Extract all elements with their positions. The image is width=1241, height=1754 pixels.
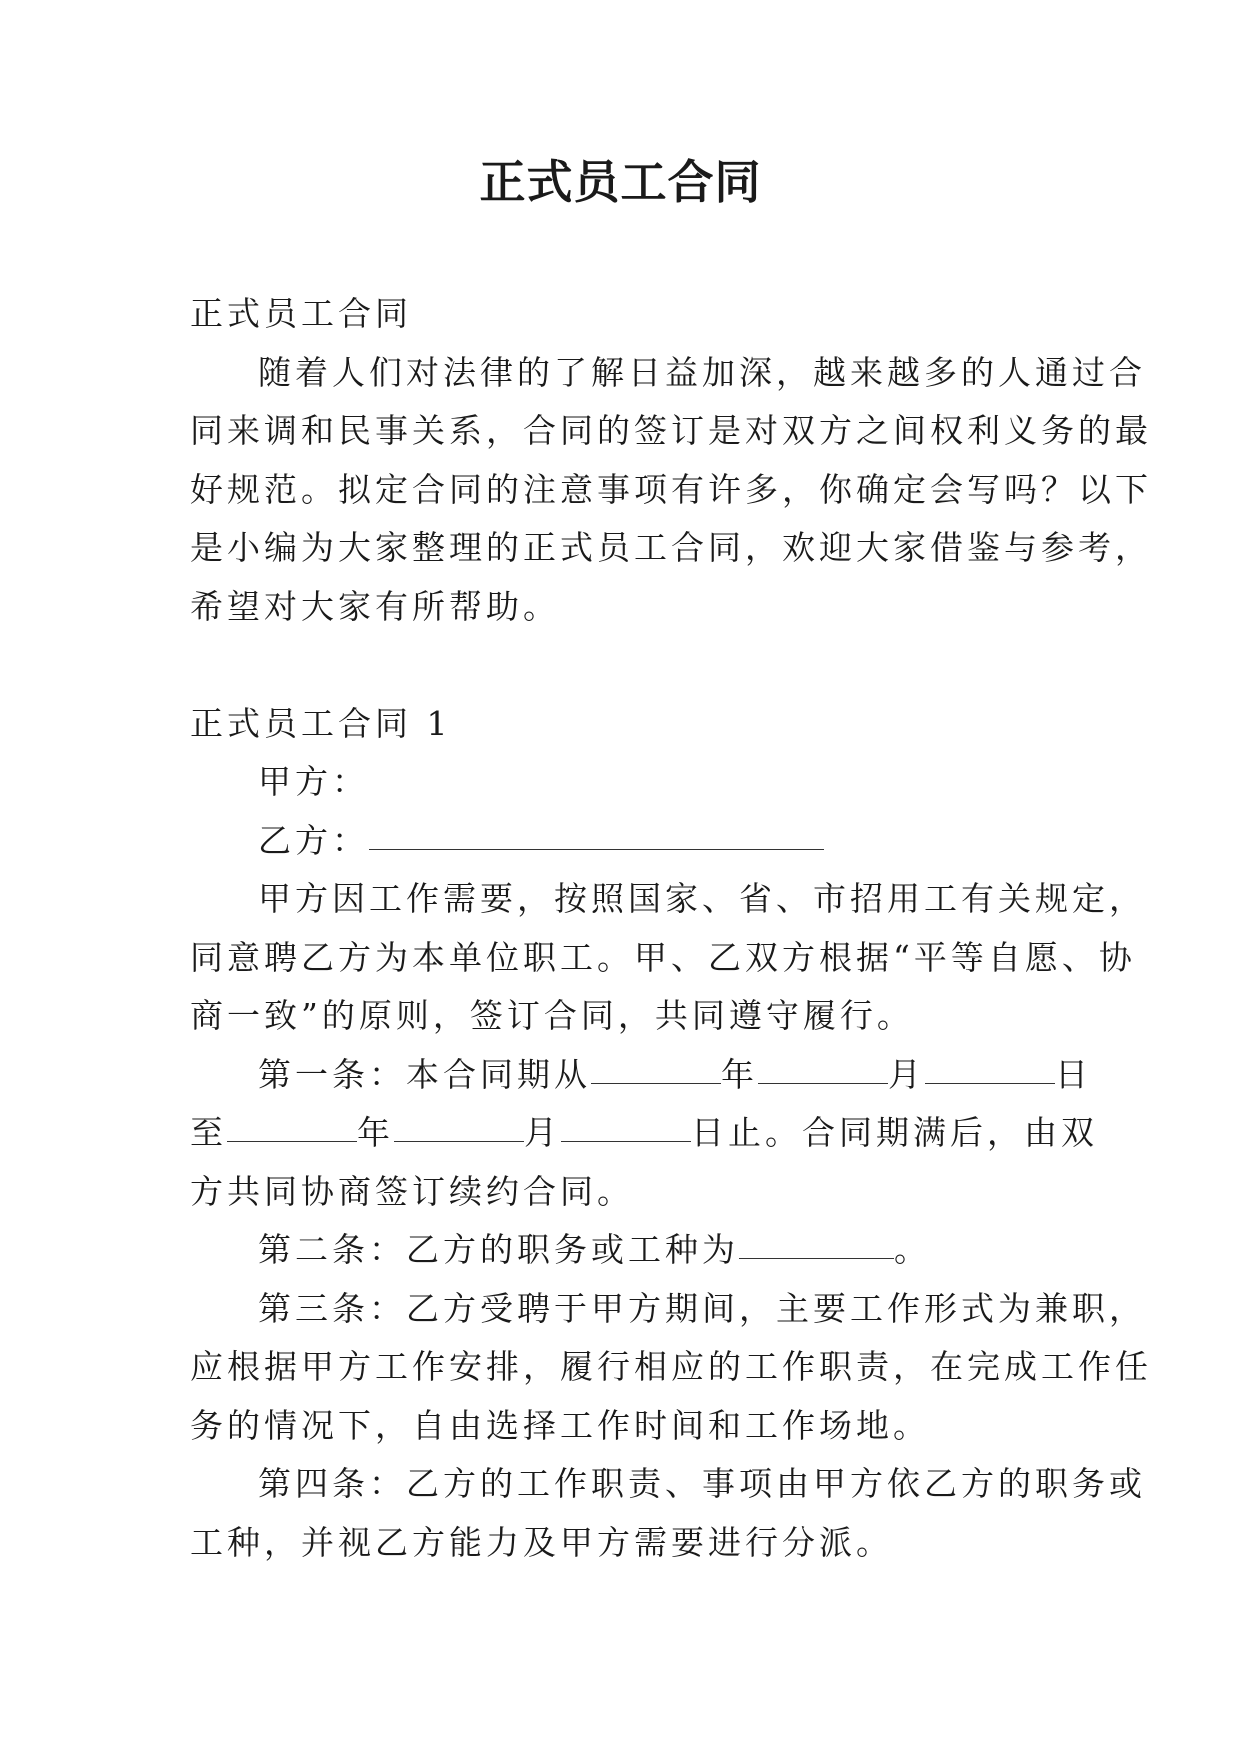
article1-line (190, 1046, 1092, 1105)
intro-line: 随着人们对法律的了解日益加深，越来越多的人通过合 (258, 352, 1146, 392)
document-title: 正式员工合同 (479, 155, 762, 209)
party-a-line (190, 753, 1070, 812)
article1-end: 日止。合同期满后，由双 (691, 1113, 1098, 1152)
position-blank (739, 1222, 894, 1259)
intro-line: 好规范。拟定合同的注意事项有许多，你确定会写吗？以下 (190, 469, 1152, 509)
end-month-blank (394, 1105, 524, 1142)
party-b-blank (369, 813, 824, 850)
article1-prefix: 第一条：本合同期从 (258, 1054, 591, 1094)
intro-line: 是小编为大家整理的正式员工合同，欢迎大家借鉴与参考， (190, 528, 1152, 567)
year-label: 年 (721, 1054, 758, 1094)
end-day-blank (561, 1105, 691, 1142)
article1-line (190, 1104, 1098, 1163)
end-year-blank (227, 1105, 357, 1142)
section-title: 正式员工合同 1 (190, 703, 452, 743)
party-b-label: 乙方： (258, 820, 369, 860)
party-a-label: 甲方： (258, 762, 369, 801)
to-label: 至 (190, 1113, 227, 1152)
article1-line: 方共同协商签订续约合同。 (190, 1171, 634, 1211)
start-year-blank (591, 1047, 721, 1084)
start-month-blank (758, 1047, 888, 1084)
party-b-line (190, 812, 1070, 871)
article3-line: 第三条：乙方受聘于甲方期间，主要工作形式为兼职， (258, 1288, 1146, 1328)
document-body (190, 285, 1152, 1572)
article2-line (190, 1221, 1070, 1280)
article3-line: 务的情况下，自由选择工作时间和工作场地。 (190, 1405, 930, 1445)
year-label: 年 (357, 1113, 394, 1152)
intro-line: 希望对大家有所帮助。 (190, 586, 560, 626)
month-label: 月 (888, 1054, 925, 1094)
day-label: 日 (1055, 1054, 1092, 1094)
article2-suffix: 。 (894, 1230, 931, 1269)
article2-prefix: 第二条：乙方的职务或工种为 (258, 1230, 739, 1269)
preamble-line: 甲方因工作需要，按照国家、省、市招用工有关规定， (258, 879, 1146, 918)
document-heading: 正式员工合同 (190, 294, 412, 333)
month-label: 月 (524, 1113, 561, 1152)
article4-line: 第四条：乙方的工作职责、事项由甲方依乙方的职务或 (258, 1464, 1146, 1503)
article3-line: 应根据甲方工作安排，履行相应的工作职责，在完成工作任 (190, 1347, 1152, 1386)
paragraph-gap (190, 636, 1070, 695)
start-day-blank (925, 1047, 1055, 1084)
preamble-line: 商一致”的原则，签订合同，共同遵守履行。 (190, 996, 914, 1035)
preamble-line: 同意聘乙方为本单位职工。甲、乙双方根据“平等自愿、协 (190, 937, 1136, 977)
intro-line: 同来调和民事关系，合同的签订是对双方之间权利义务的最 (190, 411, 1152, 450)
article4-line: 工种，并视乙方能力及甲方需要进行分派。 (190, 1522, 893, 1562)
